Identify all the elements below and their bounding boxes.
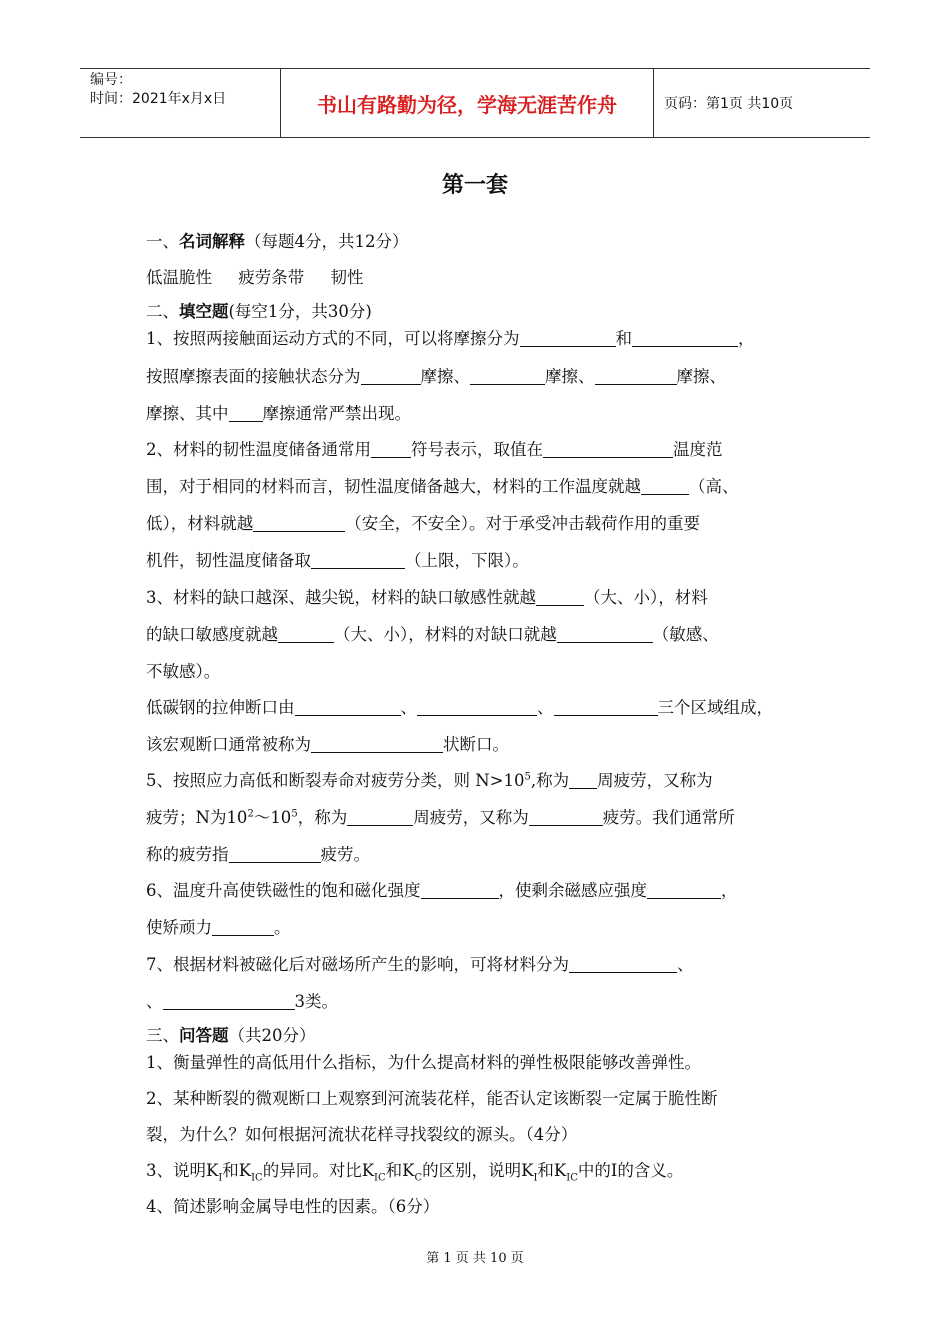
q2-line3: 低），材料就越 （安全，不安全）。对于承受冲击载荷作用的重要: [146, 514, 700, 533]
section3-q2-line1: 2、某种断裂的微观断口上观察到河流装花样，能否认定该断裂一定属于脆性断: [146, 1089, 718, 1108]
header-meta-cell: [80, 69, 281, 137]
q6-line2: 使矫顽力 。: [146, 918, 291, 937]
page-code: 页码：第1页 共10页: [664, 96, 794, 112]
header-table: [80, 68, 870, 138]
section3-heading: 三、问答题（共20分）: [146, 1026, 316, 1045]
q2-line4: 机件，韧性温度储备取 （上限，下限）。: [146, 551, 529, 570]
q3-line3: 不敏感）。: [146, 662, 221, 681]
q1-line3: 摩擦、其中 摩擦通常严禁出现。: [146, 404, 411, 423]
section1-terms: 低温脆性 疲劳条带 韧性: [146, 268, 364, 287]
q6-line1: 6、温度升高使铁磁性的饱和磁化强度 ，使剩余磁感应强度 ，: [146, 881, 738, 900]
q7-line2: 、 3类。: [146, 992, 338, 1011]
q5-line2: 疲劳；N为$10^2\sim 10^5$，称为 周疲劳，又称为 疲劳。我们通常所: [146, 808, 735, 827]
q1-line2: 按照摩擦表面的接触状态分为 摩擦、 摩擦、 摩擦、: [146, 367, 726, 386]
q3-line2: 的缺口敏感度就越 （大、小），材料的对缺口就越 （敏感、: [146, 625, 719, 644]
q4-line2: 该宏观断口通常被称为 状断口。: [146, 735, 509, 754]
section2-heading: 二、填空题(每空1分，共30分): [146, 302, 372, 321]
number-label: 编号：: [90, 72, 132, 88]
q1-line1: 1、按照两接触面运动方式的不同，可以将摩擦分为 和 ，: [146, 329, 755, 348]
page-title: 第一套: [441, 173, 508, 198]
section3-q4: 4、简述影响金属导电性的因素。（6分）: [146, 1197, 440, 1216]
section3-q3: 3、说明$K_I$和$K_{IC}$的异同。对比$K_{IC}$和$K_C$的区别，说明$K_I$和$K_{IC}$中的I的含义。: [146, 1161, 684, 1184]
page-footer: 第 1 页 共 10 页: [426, 1251, 524, 1266]
q7-line1: 7、根据材料被磁化后对磁场所产生的影响，可将材料分为 、: [146, 955, 694, 974]
section3-q1: 1、衡量弹性的高低用什么指标，为什么提高材料的弹性极限能够改善弹性。: [146, 1053, 701, 1072]
section3-q2-line2: 裂，为什么？如何根据河流状花样寻找裂纹的源头。（4分）: [146, 1125, 578, 1144]
q5-line1: 5、按照应力高低和断裂寿命对疲劳分类，则 $N>10^5$,称为 周疲劳，又称为: [146, 771, 713, 790]
q4-line1: 低碳钢的拉伸断口由 、 、 三个区域组成，: [146, 698, 773, 717]
q5-line3: 称的疲劳指 疲劳。: [146, 845, 370, 864]
section1-heading: 一、名词解释（每题4分，共12分）: [146, 232, 409, 251]
q2-line2: 围，对于相同的材料而言，韧性温度储备越大，材料的工作温度就越 （高、: [146, 477, 739, 496]
time-label: 时间：2021年x月x日: [90, 91, 227, 107]
motto: 书山有路勤为径，学海无涯苦作舟: [281, 69, 654, 137]
q2-line1: 2、材料的韧性温度储备通常用 符号表示，取值在 温度范: [146, 440, 723, 459]
q3-line1: 3、材料的缺口越深、越尖锐，材料的缺口敏感性就越 （大、小），材料: [146, 588, 708, 607]
